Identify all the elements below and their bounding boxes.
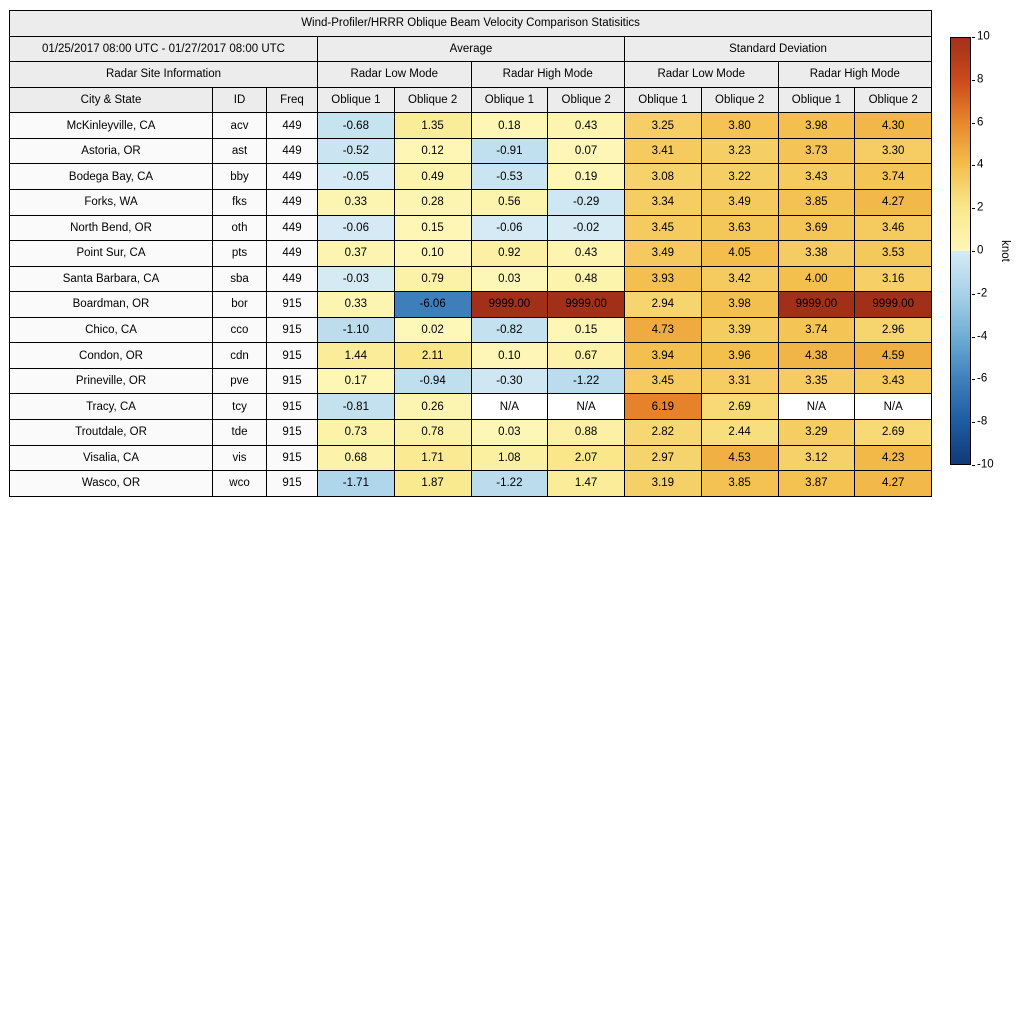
city-cell: Prineville, OR (10, 368, 213, 394)
colorbar-tick (972, 294, 975, 295)
std-deviation-group-header: Standard Deviation (625, 36, 932, 62)
id-cell: ast (213, 138, 267, 164)
value-cell: 1.87 (394, 471, 471, 497)
table-row (10, 138, 932, 164)
value-cell: 0.33 (318, 292, 395, 318)
city-cell: Chico, CA (10, 317, 213, 343)
table-row (10, 394, 932, 420)
value-cell: 3.34 (625, 189, 702, 215)
city-cell: Condon, OR (10, 343, 213, 369)
table-title: Wind-Profiler/HRRR Oblique Beam Velocity Comparison Statisitics (10, 11, 932, 37)
value-cell: 4.53 (701, 445, 778, 471)
value-cell: -0.03 (318, 266, 395, 292)
freq-cell: 449 (267, 189, 318, 215)
colorbar-tick (972, 465, 975, 466)
colorbar-unit-label: knot (999, 240, 1011, 262)
table-row (10, 317, 932, 343)
city-cell: North Bend, OR (10, 215, 213, 241)
value-cell: 2.97 (625, 445, 702, 471)
value-cell: 0.33 (318, 189, 395, 215)
value-cell: -1.10 (318, 317, 395, 343)
id-cell: bby (213, 164, 267, 190)
avg-high-mode-header: Radar High Mode (471, 62, 625, 88)
oblique-header: Oblique 2 (394, 87, 471, 113)
table-row (10, 241, 932, 267)
colorbar-tick-label: 2 (977, 201, 984, 214)
value-cell: 0.88 (548, 420, 625, 446)
value-cell: 0.03 (471, 420, 548, 446)
value-cell: 0.02 (394, 317, 471, 343)
value-cell: -0.81 (318, 394, 395, 420)
value-cell: 0.68 (318, 445, 395, 471)
value-cell: 3.94 (625, 343, 702, 369)
value-cell: 3.85 (778, 189, 855, 215)
id-cell: cco (213, 317, 267, 343)
value-cell: -0.30 (471, 368, 548, 394)
freq-cell: 915 (267, 471, 318, 497)
value-cell: 3.73 (778, 138, 855, 164)
value-cell: 3.74 (778, 317, 855, 343)
value-cell: 0.43 (548, 113, 625, 139)
value-cell: 4.30 (855, 113, 932, 139)
value-cell: N/A (548, 394, 625, 420)
colorbar-tick (972, 123, 975, 124)
value-cell: 3.80 (701, 113, 778, 139)
value-cell: 0.10 (471, 343, 548, 369)
value-cell: 0.15 (548, 317, 625, 343)
value-cell: 3.98 (701, 292, 778, 318)
city-cell: Visalia, CA (10, 445, 213, 471)
value-cell: 0.07 (548, 138, 625, 164)
freq-cell: 915 (267, 317, 318, 343)
id-cell: cdn (213, 343, 267, 369)
group-header-row (10, 36, 932, 62)
colorbar-tick-label: 0 (977, 244, 984, 257)
value-cell: 3.39 (701, 317, 778, 343)
value-cell: -0.68 (318, 113, 395, 139)
freq-cell: 915 (267, 394, 318, 420)
column-header-row (10, 87, 932, 113)
city-state-header: City & State (10, 87, 213, 113)
value-cell: 0.17 (318, 368, 395, 394)
value-cell: -0.52 (318, 138, 395, 164)
city-cell: Point Sur, CA (10, 241, 213, 267)
value-cell: -0.29 (548, 189, 625, 215)
value-cell: 3.43 (778, 164, 855, 190)
colorbar-tick-label: 8 (977, 73, 984, 86)
value-cell: 3.35 (778, 368, 855, 394)
freq-cell: 449 (267, 215, 318, 241)
value-cell: 3.45 (625, 215, 702, 241)
value-cell: N/A (778, 394, 855, 420)
value-cell: 0.43 (548, 241, 625, 267)
city-cell: Tracy, CA (10, 394, 213, 420)
value-cell: 9999.00 (548, 292, 625, 318)
city-cell: Astoria, OR (10, 138, 213, 164)
id-cell: bor (213, 292, 267, 318)
oblique-header: Oblique 1 (625, 87, 702, 113)
city-cell: Bodega Bay, CA (10, 164, 213, 190)
value-cell: 2.69 (701, 394, 778, 420)
value-cell: 6.19 (625, 394, 702, 420)
oblique-header: Oblique 1 (778, 87, 855, 113)
value-cell: 2.44 (701, 420, 778, 446)
city-cell: Wasco, OR (10, 471, 213, 497)
value-cell: 3.22 (701, 164, 778, 190)
value-cell: 2.94 (625, 292, 702, 318)
colorbar-tick (972, 37, 975, 38)
value-cell: 3.08 (625, 164, 702, 190)
value-cell: -0.06 (471, 215, 548, 241)
value-cell: 3.93 (625, 266, 702, 292)
average-group-header: Average (318, 36, 625, 62)
table-row (10, 113, 932, 139)
value-cell: 4.59 (855, 343, 932, 369)
colorbar-tick-label: -2 (977, 287, 988, 300)
city-cell: Troutdale, OR (10, 420, 213, 446)
table-row (10, 445, 932, 471)
value-cell: 4.23 (855, 445, 932, 471)
value-cell: 9999.00 (855, 292, 932, 318)
value-cell: 0.15 (394, 215, 471, 241)
value-cell: 3.49 (701, 189, 778, 215)
id-cell: tcy (213, 394, 267, 420)
table-row (10, 189, 932, 215)
colorbar-tick-label: 10 (977, 30, 990, 43)
value-cell: 3.31 (701, 368, 778, 394)
freq-cell: 915 (267, 368, 318, 394)
freq-cell: 449 (267, 138, 318, 164)
value-cell: 4.27 (855, 189, 932, 215)
freq-cell: 449 (267, 241, 318, 267)
date-range-header: 01/25/2017 08:00 UTC - 01/27/2017 08:00 UTC (10, 36, 318, 62)
value-cell: 3.46 (855, 215, 932, 241)
city-cell: Forks, WA (10, 189, 213, 215)
value-cell: -0.06 (318, 215, 395, 241)
id-cell: pve (213, 368, 267, 394)
colorbar-tick (972, 208, 975, 209)
value-cell: -0.53 (471, 164, 548, 190)
value-cell: 3.85 (701, 471, 778, 497)
value-cell: 2.11 (394, 343, 471, 369)
table-row (10, 420, 932, 446)
value-cell: -0.05 (318, 164, 395, 190)
id-cell: wco (213, 471, 267, 497)
id-cell: tde (213, 420, 267, 446)
colorbar-tick-label: -6 (977, 372, 988, 385)
value-cell: 0.67 (548, 343, 625, 369)
colorbar-tick-label: -10 (977, 458, 994, 471)
colorbar-tick-label: -8 (977, 415, 988, 428)
city-cell: Boardman, OR (10, 292, 213, 318)
avg-low-mode-header: Radar Low Mode (318, 62, 472, 88)
value-cell: 0.79 (394, 266, 471, 292)
id-cell: fks (213, 189, 267, 215)
value-cell: 0.10 (394, 241, 471, 267)
value-cell: 1.44 (318, 343, 395, 369)
value-cell: 2.82 (625, 420, 702, 446)
value-cell: 3.45 (625, 368, 702, 394)
value-cell: 3.19 (625, 471, 702, 497)
colorbar-tick (972, 379, 975, 380)
value-cell: 4.00 (778, 266, 855, 292)
oblique-header: Oblique 1 (318, 87, 395, 113)
table-row (10, 266, 932, 292)
value-cell: 2.96 (855, 317, 932, 343)
stats-table (9, 10, 932, 497)
value-cell: 3.42 (701, 266, 778, 292)
table-row (10, 368, 932, 394)
value-cell: 3.96 (701, 343, 778, 369)
value-cell: 3.29 (778, 420, 855, 446)
mode-header-row (10, 62, 932, 88)
oblique-header: Oblique 2 (855, 87, 932, 113)
value-cell: 3.63 (701, 215, 778, 241)
value-cell: 1.47 (548, 471, 625, 497)
value-cell: 0.73 (318, 420, 395, 446)
colorbar-tick-label: 6 (977, 115, 984, 128)
value-cell: 3.30 (855, 138, 932, 164)
table-row (10, 471, 932, 497)
std-high-mode-header: Radar High Mode (778, 62, 932, 88)
oblique-header: Oblique 2 (701, 87, 778, 113)
city-cell: McKinleyville, CA (10, 113, 213, 139)
colorbar-tick-label: 4 (977, 158, 984, 171)
value-cell: 3.12 (778, 445, 855, 471)
value-cell: 0.18 (471, 113, 548, 139)
value-cell: 1.08 (471, 445, 548, 471)
value-cell: 0.78 (394, 420, 471, 446)
value-cell: 0.28 (394, 189, 471, 215)
value-cell: 4.05 (701, 241, 778, 267)
colorbar-tick-label: -4 (977, 329, 988, 342)
value-cell: 2.69 (855, 420, 932, 446)
freq-cell: 915 (267, 445, 318, 471)
value-cell: 9999.00 (471, 292, 548, 318)
value-cell: 2.07 (548, 445, 625, 471)
id-header: ID (213, 87, 267, 113)
value-cell: 9999.00 (778, 292, 855, 318)
colorbar-tick (972, 422, 975, 423)
value-cell: -1.22 (548, 368, 625, 394)
table-row (10, 215, 932, 241)
id-cell: acv (213, 113, 267, 139)
title-row (10, 11, 932, 37)
table-row (10, 343, 932, 369)
std-low-mode-header: Radar Low Mode (625, 62, 779, 88)
oblique-header: Oblique 2 (548, 87, 625, 113)
id-cell: sba (213, 266, 267, 292)
value-cell: 4.38 (778, 343, 855, 369)
table-body (10, 113, 932, 496)
value-cell: 3.69 (778, 215, 855, 241)
value-cell: 3.23 (701, 138, 778, 164)
freq-cell: 915 (267, 292, 318, 318)
value-cell: 3.74 (855, 164, 932, 190)
value-cell: -0.02 (548, 215, 625, 241)
value-cell: 3.38 (778, 241, 855, 267)
value-cell: -0.82 (471, 317, 548, 343)
colorbar-gradient (950, 37, 971, 465)
value-cell: 1.35 (394, 113, 471, 139)
freq-cell: 449 (267, 266, 318, 292)
value-cell: -6.06 (394, 292, 471, 318)
value-cell: 3.16 (855, 266, 932, 292)
value-cell: 0.56 (471, 189, 548, 215)
value-cell: 3.25 (625, 113, 702, 139)
value-cell: -0.91 (471, 138, 548, 164)
colorbar-tick (972, 165, 975, 166)
value-cell: 4.73 (625, 317, 702, 343)
value-cell: 4.27 (855, 471, 932, 497)
value-cell: 0.37 (318, 241, 395, 267)
id-cell: pts (213, 241, 267, 267)
freq-cell: 915 (267, 343, 318, 369)
value-cell: -1.22 (471, 471, 548, 497)
value-cell: 1.71 (394, 445, 471, 471)
colorbar-tick (972, 80, 975, 81)
value-cell: 0.12 (394, 138, 471, 164)
value-cell: 0.49 (394, 164, 471, 190)
colorbar-tick (972, 337, 975, 338)
value-cell: 3.98 (778, 113, 855, 139)
radar-site-info-header: Radar Site Information (10, 62, 318, 88)
freq-cell: 449 (267, 164, 318, 190)
freq-cell: 915 (267, 420, 318, 446)
table-row (10, 292, 932, 318)
value-cell: -0.94 (394, 368, 471, 394)
id-cell: vis (213, 445, 267, 471)
value-cell: 3.87 (778, 471, 855, 497)
freq-header: Freq (267, 87, 318, 113)
value-cell: 3.53 (855, 241, 932, 267)
value-cell: 0.03 (471, 266, 548, 292)
value-cell: 0.92 (471, 241, 548, 267)
value-cell: 3.49 (625, 241, 702, 267)
value-cell: N/A (855, 394, 932, 420)
value-cell: 3.43 (855, 368, 932, 394)
value-cell: 0.19 (548, 164, 625, 190)
table-row (10, 164, 932, 190)
value-cell: N/A (471, 394, 548, 420)
colorbar-tick (972, 251, 975, 252)
city-cell: Santa Barbara, CA (10, 266, 213, 292)
value-cell: 0.48 (548, 266, 625, 292)
value-cell: 0.26 (394, 394, 471, 420)
colorbar (950, 30, 1024, 471)
value-cell: -1.71 (318, 471, 395, 497)
freq-cell: 449 (267, 113, 318, 139)
oblique-header: Oblique 1 (471, 87, 548, 113)
value-cell: 3.41 (625, 138, 702, 164)
id-cell: oth (213, 215, 267, 241)
